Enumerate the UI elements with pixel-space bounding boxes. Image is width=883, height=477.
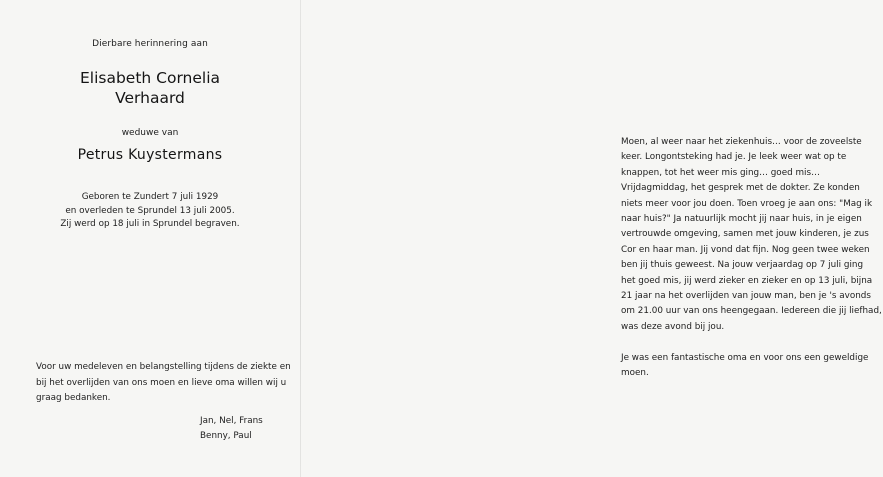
text-line: het goed mis, jij werd zieker en zieker en op 13 juli, bijna <box>621 275 873 286</box>
thank-you-text <box>36 360 291 407</box>
spouse-name: Petrus Kuystermans <box>77 147 223 163</box>
text-line: Cor en haar man. Jij vond dat fijn. Nog geen twee weken <box>621 244 870 255</box>
intro-text: Dierbare herinnering aan <box>92 39 208 49</box>
left-panel <box>0 0 300 477</box>
text-line: om 21.00 uur van ons heengegaan. Iedereen die jij liefhad, <box>621 306 882 317</box>
thanks-line: bij het overlijden van ons moen en lieve oma willen wij u <box>36 377 287 388</box>
text-line: keer. Longontsteking had je. Je leek weer wat op te <box>621 152 847 163</box>
paragraph-gap <box>621 335 883 350</box>
thanks-line: graag bedanken. <box>36 393 111 403</box>
text-line: knappen, tot het weer mis ging… goed mis… <box>621 167 820 178</box>
signers-line: Jan, Nel, Frans <box>200 416 263 426</box>
text-line: moen. <box>621 368 649 379</box>
text-line: niets meer voor jou doen. Toen vroeg je aan ons: "Mag ik <box>621 198 873 209</box>
relation-text: weduwe van <box>121 128 179 138</box>
life-dates <box>0 191 300 232</box>
text-line: was deze avond bij jou. <box>621 321 725 332</box>
deceased-name-line-2: Verhaard <box>115 89 185 107</box>
text-line: Je was een fantastische oma en voor ons een geweldige <box>621 352 869 363</box>
dates-line: Geboren te Zundert 7 juli 1929 <box>81 192 219 202</box>
thanks-line: Voor uw medeleven en belangstelling tijdens de ziekte en <box>36 362 291 372</box>
family-signers <box>200 414 290 444</box>
dates-line: Zij werd op 18 juli in Sprundel begraven. <box>60 219 240 229</box>
memorial-text <box>621 135 883 381</box>
text-line: ben jij thuis geweest. Na jouw verjaardag op 7 juli ging <box>621 260 864 271</box>
text-line: Vrijdagmiddag, het gesprek met de dokter. Ze konden <box>621 183 860 194</box>
text-line: naar huis?" Ja natuurlijk mocht jij naar huis, in je eigen <box>621 214 862 225</box>
text-line: 21 jaar na het overlijden van jouw man, ben je 's avonds <box>621 291 871 302</box>
deceased-name-line-1: Elisabeth Cornelia <box>79 69 221 87</box>
right-panel <box>301 0 882 477</box>
text-line: Moen, al weer naar het ziekenhuis… voor de zoveelste <box>621 137 862 147</box>
deceased-name <box>0 68 300 108</box>
signers-line: Benny, Paul <box>200 431 252 441</box>
dates-line: en overleden te Sprundel 13 juli 2005. <box>65 205 235 216</box>
text-line: vertrouwde omgeving, samen met jouw kinderen, je zus <box>621 229 869 240</box>
